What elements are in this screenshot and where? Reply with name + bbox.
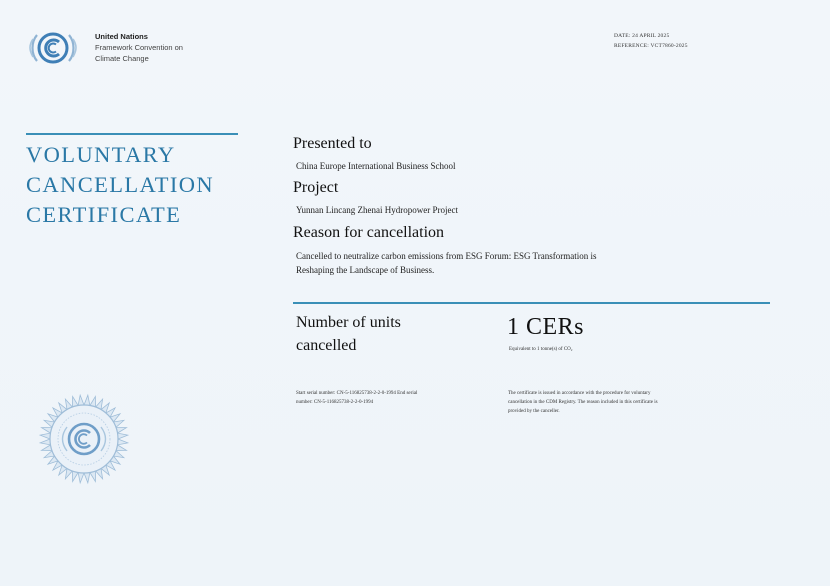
certificate-title — [26, 140, 214, 230]
note-line-1: The certificate is issued in accordance with the procedure for voluntary — [508, 391, 651, 396]
certificate-meta — [614, 31, 688, 51]
reason-line-2: Reshaping the Landscape of Business. — [296, 265, 435, 275]
reason-label: Reason for cancellation — [293, 224, 445, 241]
title-line-2: CANCELLATION — [26, 172, 215, 197]
note-line-3: provided by the canceller. — [508, 409, 560, 414]
unfccc-seal-icon — [36, 393, 132, 485]
reason-value — [296, 249, 596, 277]
note-line-2: cancellation in the CDM Registry. The reason included in this certificate is — [508, 400, 658, 405]
serial-numbers — [296, 389, 496, 407]
units-equivalent: Equivalent to 1 tonne(s) of CO₂ — [509, 347, 573, 352]
reason-line-1: Cancelled to neutralize carbon emissions from ESG Forum: ESG Transformation is — [296, 251, 597, 261]
units-label-line-1: Number of units — [296, 314, 401, 331]
org-line-1: United Nations — [95, 32, 148, 41]
units-label-line-2: cancelled — [296, 337, 357, 354]
presented-to-value: China Europe International Business School — [296, 161, 456, 171]
certificate-date: DATE: 24 APRIL 2025 — [614, 33, 670, 39]
serial-line-2: number: CN-5-116825738-2-2-0-1994 — [296, 400, 374, 405]
organization-name — [95, 31, 183, 64]
issuance-note — [508, 389, 743, 416]
org-line-3: Climate Change — [95, 54, 149, 63]
project-label: Project — [293, 179, 339, 196]
presented-to-label: Presented to — [293, 135, 372, 152]
units-rule — [293, 302, 770, 304]
title-line-3: CERTIFICATE — [26, 202, 182, 227]
project-value: Yunnan Lincang Zhenai Hydropower Project — [296, 205, 458, 215]
units-value: 1 CERs — [507, 314, 585, 340]
title-line-1: VOLUNTARY — [26, 142, 176, 167]
units-label — [296, 311, 401, 357]
title-rule — [26, 133, 238, 135]
unfccc-logo-icon — [28, 27, 78, 69]
serial-line-1: Start serial number: CN-5-116825738-2-2-0-1994 End serial — [296, 391, 418, 396]
org-line-2: Framework Convention on — [95, 43, 183, 52]
certificate-reference: REFERENCE: VCT7860-2025 — [614, 43, 688, 49]
